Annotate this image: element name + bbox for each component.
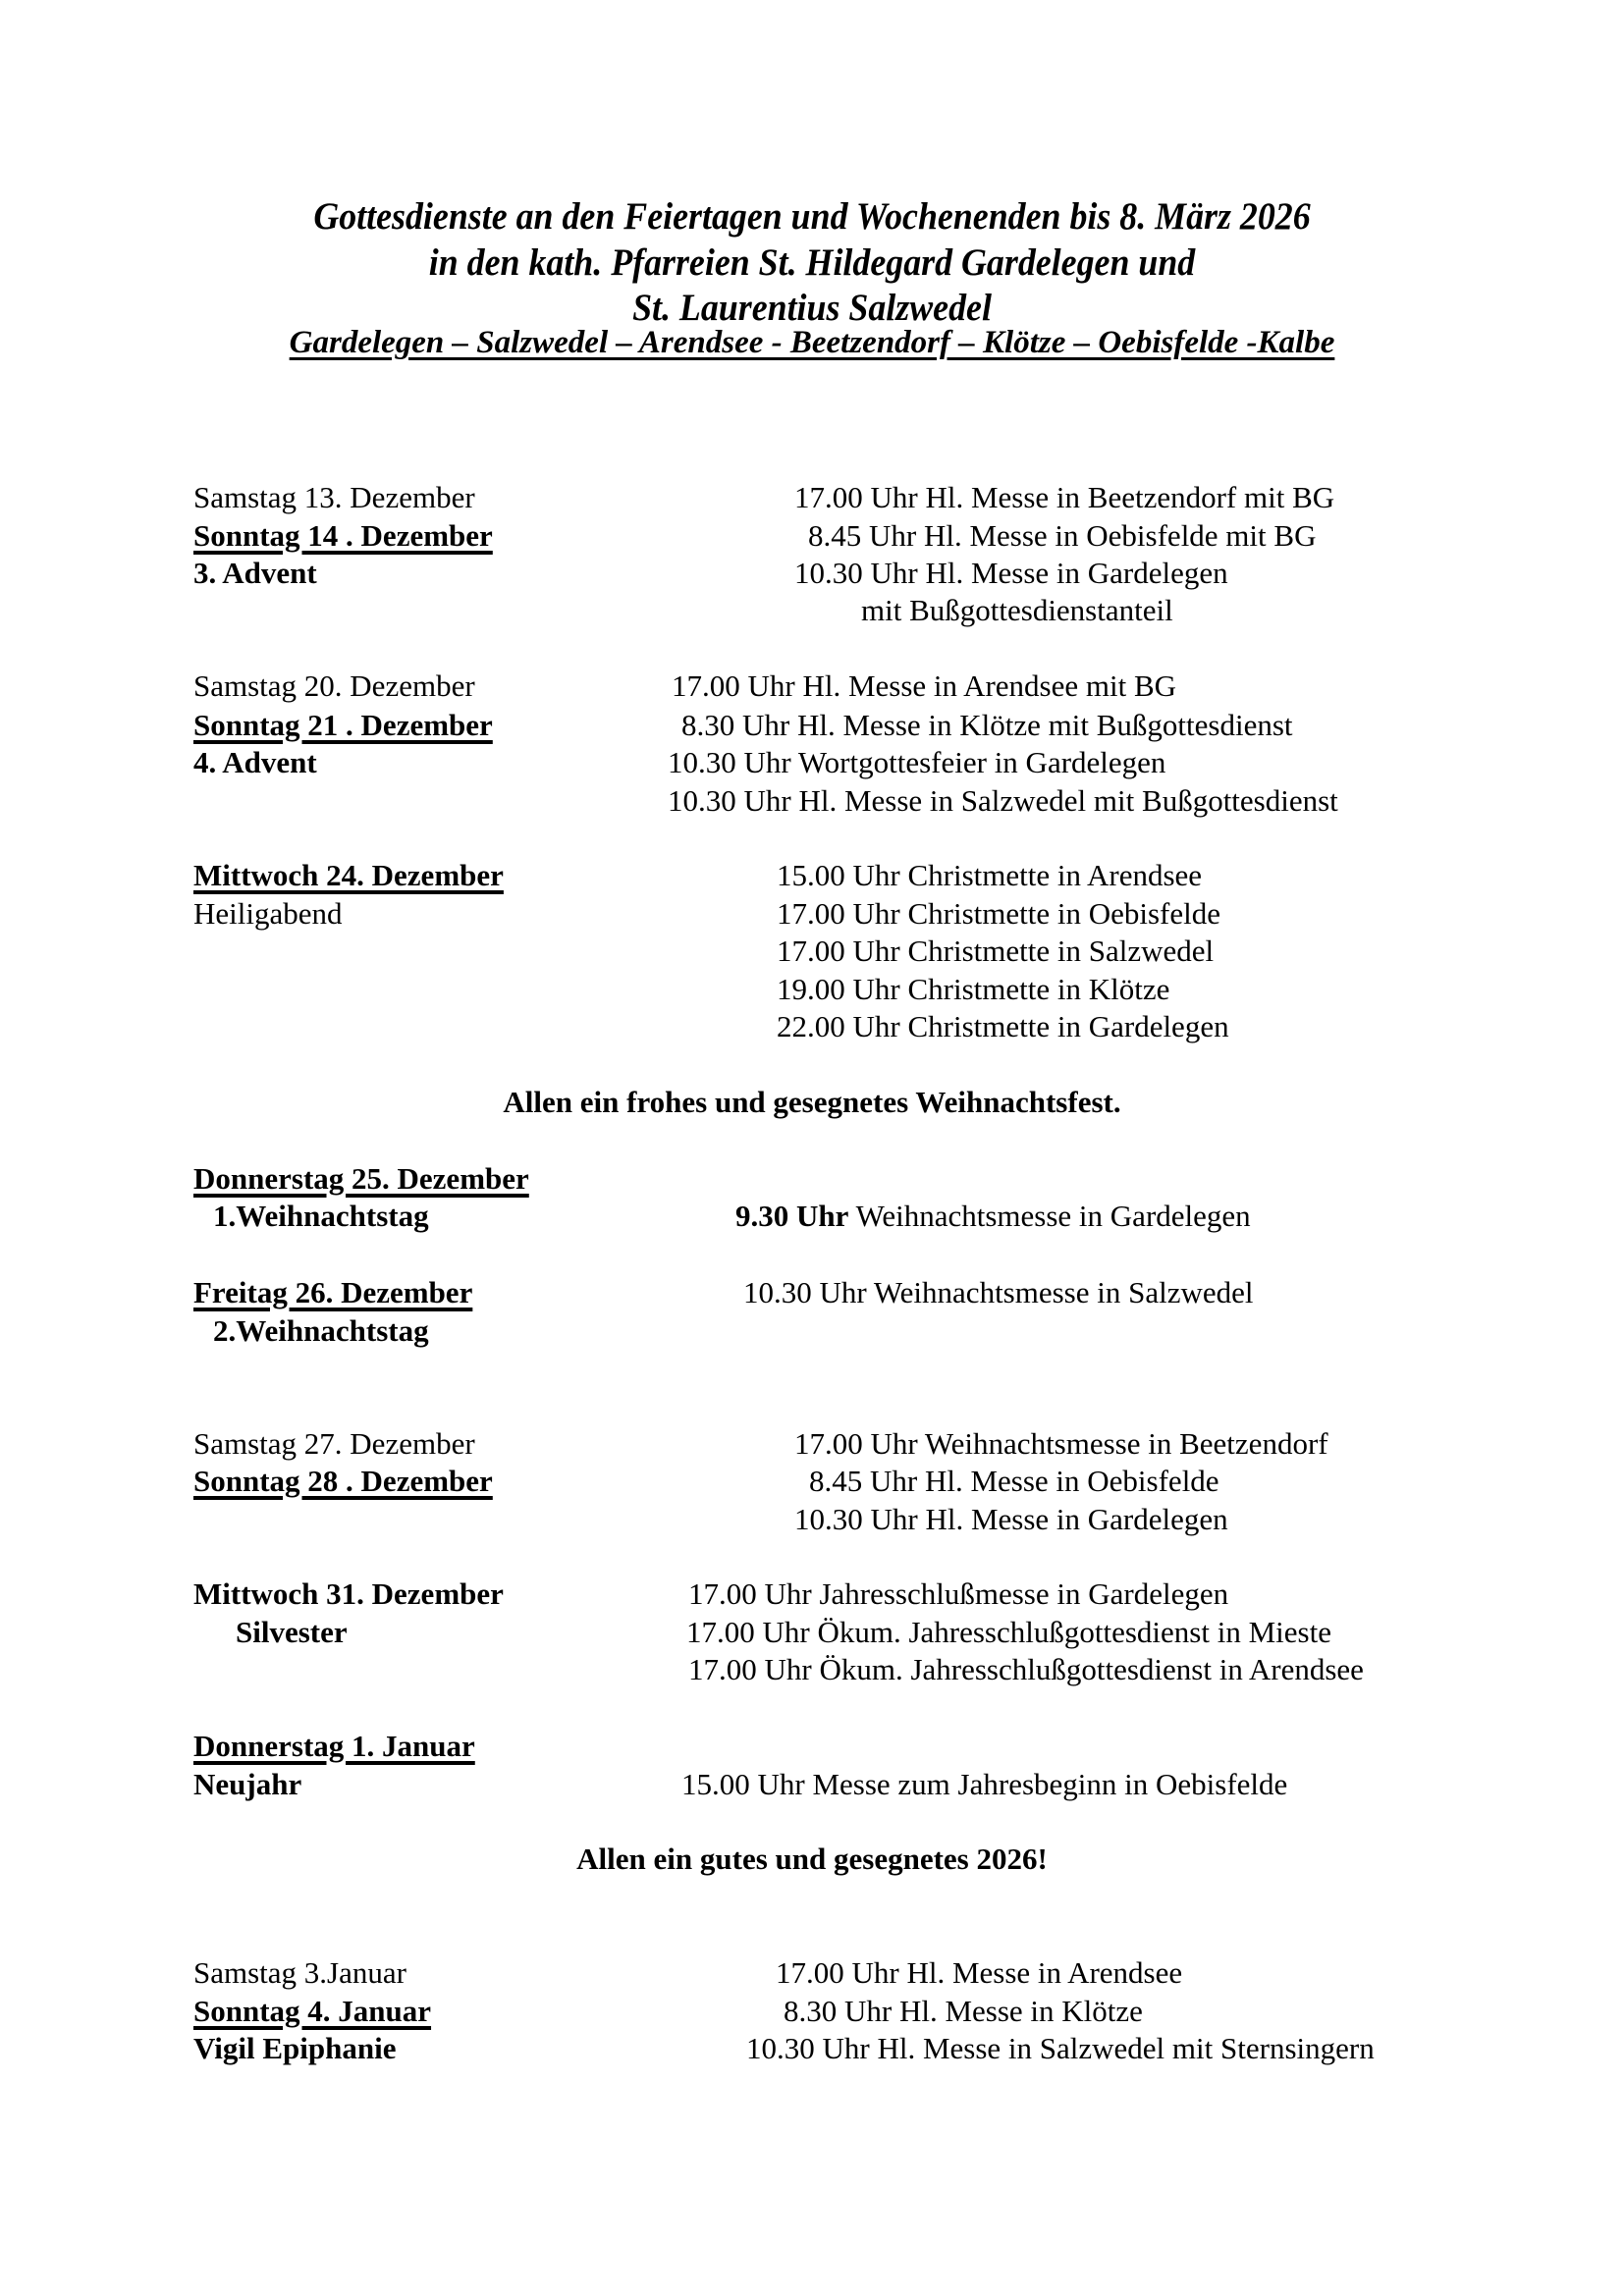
service-entry: 8.45 Uhr Hl. Messe in Oebisfelde: [809, 1464, 1219, 1498]
service-entry: 8.30 Uhr Hl. Messe in Klötze: [784, 1994, 1143, 2028]
day-label: Samstag 13. Dezember: [193, 480, 475, 514]
day-label-sunday: Sonntag 21 . Dezember: [193, 708, 493, 742]
service-entry: 10.30 Uhr Hl. Messe in Gardelegen: [794, 556, 1228, 590]
service-entry: 17.00 Uhr Hl. Messe in Beetzendorf mit BG: [794, 480, 1335, 514]
new-year-greeting: Allen ein gutes und gesegnetes 2026!: [576, 1842, 1048, 1876]
service-entry: 17.00 Uhr Christmette in Salzwedel: [777, 934, 1215, 968]
day-label-holiday: Donnerstag 1. Januar: [193, 1729, 475, 1763]
day-label-holiday: Freitag 26. Dezember: [193, 1275, 473, 1309]
locations-subtitle: [0, 323, 1624, 362]
service-entry: 17.00 Uhr Weihnachtsmesse in Beetzendorf: [794, 1426, 1328, 1461]
title-line-1: Gottesdienste an den Feiertagen und Wochenenden bis 8. März 2026: [313, 195, 1311, 238]
day-label-sunday: Sonntag 4. Januar: [193, 1994, 432, 2028]
service-entry: 8.30 Uhr Hl. Messe in Klötze mit Bußgottesdienst: [681, 708, 1293, 742]
service-entry: 15.00 Uhr Christmette in Arendsee: [777, 858, 1203, 892]
day-label: Samstag 3.Januar: [193, 1955, 406, 1990]
title-line-3: St. Laurentius Salzwedel: [632, 287, 992, 329]
service-entry: [735, 1198, 1251, 1235]
day-label-holiday: Mittwoch 31. Dezember: [193, 1576, 504, 1611]
service-entry: 22.00 Uhr Christmette in Gardelegen: [777, 1009, 1229, 1043]
service-entry: 10.30 Uhr Hl. Messe in Gardelegen: [794, 1502, 1228, 1536]
service-entry: 17.00 Uhr Jahresschlußmesse in Gardelegen: [688, 1576, 1229, 1611]
feast-label: 2.Weihnachtstag: [213, 1313, 429, 1348]
service-entry: 17.00 Uhr Christmette in Oebisfelde: [777, 896, 1220, 931]
title-line-2: in den kath. Pfarreien St. Hildegard Gardelegen und: [428, 241, 1196, 284]
service-entry: 10.30 Uhr Hl. Messe in Salzwedel mit Sternsingern: [746, 2031, 1375, 2065]
service-entry: 10.30 Uhr Hl. Messe in Salzwedel mit Bußgottesdienst: [668, 783, 1338, 818]
day-label-sunday: Sonntag 28 . Dezember: [193, 1464, 493, 1498]
day-label: Samstag 20. Dezember: [193, 668, 475, 703]
locations-text: Gardelegen – Salzwedel – Arendsee - Beetzendorf – Klötze – Oebisfelde -Kalbe: [289, 325, 1335, 360]
feast-label: Heiligabend: [193, 896, 343, 931]
feast-label: 3. Advent: [193, 556, 317, 590]
feast-label: Silvester: [236, 1615, 348, 1649]
service-entry: 8.45 Uhr Hl. Messe in Oebisfelde mit BG: [808, 518, 1317, 553]
day-label: Samstag 27. Dezember: [193, 1426, 475, 1461]
day-label-holiday: Donnerstag 25. Dezember: [193, 1161, 529, 1196]
day-label-sunday: Sonntag 14 . Dezember: [193, 518, 493, 553]
service-entry: 10.30 Uhr Wortgottesfeier in Gardelegen: [668, 745, 1166, 779]
christmas-greeting: Allen ein frohes und gesegnetes Weihnachtsfest.: [503, 1085, 1121, 1119]
day-label-holiday: Mittwoch 24. Dezember: [193, 858, 504, 892]
service-time: 9.30 Uhr: [735, 1199, 849, 1233]
feast-label: Neujahr: [193, 1767, 302, 1801]
feast-label: 4. Advent: [193, 745, 317, 779]
service-entry: 17.00 Uhr Ökum. Jahresschlußgottesdienst in Mieste: [686, 1615, 1331, 1649]
feast-label: Vigil Epiphanie: [193, 2031, 397, 2065]
service-entry: 10.30 Uhr Weihnachtsmesse in Salzwedel: [743, 1275, 1254, 1309]
feast-label: 1.Weihnachtstag: [213, 1199, 429, 1233]
service-entry: 17.00 Uhr Ökum. Jahresschlußgottesdienst in Arendsee: [688, 1652, 1364, 1686]
service-entry: 17.00 Uhr Hl. Messe in Arendsee mit BG: [672, 668, 1177, 703]
service-entry: 19.00 Uhr Christmette in Klötze: [777, 972, 1170, 1006]
service-entry: 15.00 Uhr Messe zum Jahresbeginn in Oebisfelde: [681, 1767, 1288, 1801]
service-description: Weihnachtsmesse in Gardelegen: [848, 1199, 1251, 1233]
service-entry: 17.00 Uhr Hl. Messe in Arendsee: [776, 1955, 1183, 1990]
service-entry-note: mit Bußgottesdienstanteil: [861, 593, 1173, 627]
